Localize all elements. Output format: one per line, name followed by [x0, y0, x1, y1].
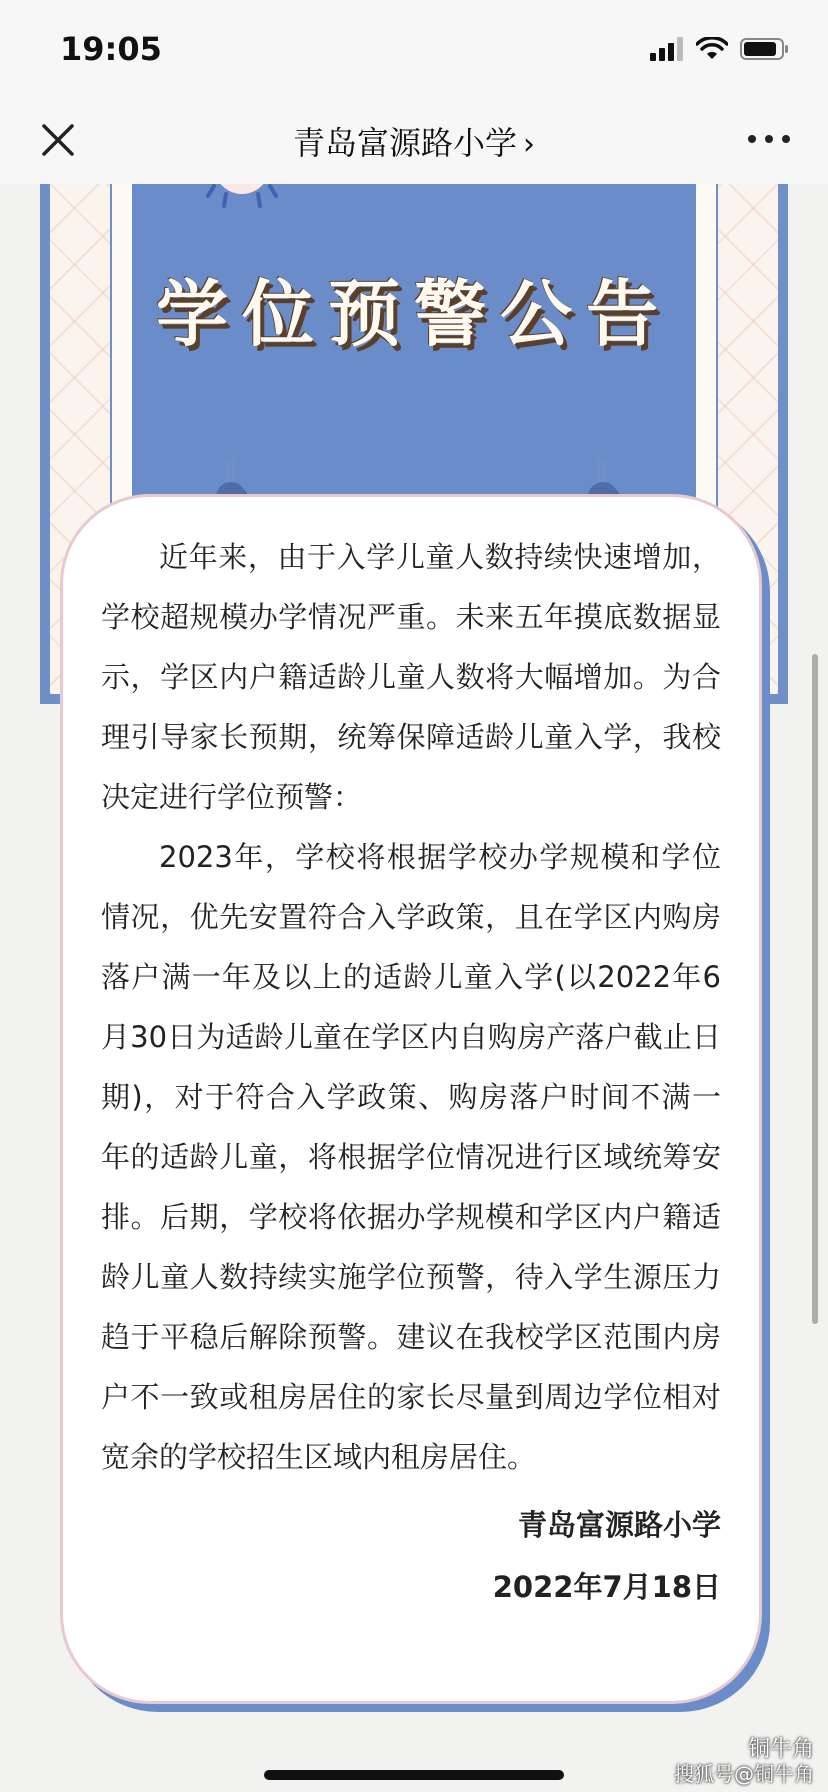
chevron-right-icon[interactable]: › [523, 127, 535, 162]
sun-icon [202, 184, 282, 216]
article-content [0, 184, 828, 1792]
more-icon[interactable] [744, 124, 794, 154]
notice-date: 2022年7月18日 [492, 1570, 721, 1604]
notice-signature: 青岛富源路小学 [517, 1508, 721, 1542]
wifi-icon [696, 37, 728, 61]
watermark [674, 1738, 814, 1786]
notice-body [101, 527, 721, 1617]
status-bar [0, 0, 828, 96]
signal-icon [650, 37, 684, 61]
nav-title[interactable] [0, 118, 828, 164]
banner-title: 学位预警公告 [155, 272, 672, 356]
home-indicator[interactable] [264, 1770, 564, 1780]
notice-paragraph-2: 2023年，学校将根据学校办学规模和学位情况，优先安置符合入学政策，且在学区内购房落户满一年及以上的适龄儿童入学(以2022年6月30日为适龄儿童在学区内自购房产落户截止日期)，对于符合入学政策、购房落户时间不满一年的适龄儿童，将根据学位情况进行区域统筹安排。后期，学校将依据办学规模和学区内户籍适龄儿童人数持续实施学位预警，待入学生源压力趋于平稳后解除预警。建议在我校学区范围内房户不一致或租房居住的家长尽量到周边学位相对宽余的学校招生区域内租房居住。 [101, 840, 721, 1474]
notice-card [60, 494, 762, 1704]
battery-icon [740, 37, 790, 61]
watermark-line-2: 搜狐号@铜牛角 [674, 1762, 814, 1786]
notice-paragraph-1: 近年来，由于入学儿童人数持续快速增加，学校超规模办学情况严重。未来五年摸底数据显示，学区内户籍适龄儿童人数将大幅增加。为合理引导家长预期，统筹保障适龄儿童入学，我校决定进行学位预警： [101, 540, 721, 814]
scrollbar[interactable] [812, 654, 818, 1324]
nav-bar [0, 96, 828, 185]
status-icons [650, 36, 790, 62]
status-time: 19:05 [60, 30, 162, 68]
watermark-line-1: 铜牛角 [747, 1737, 814, 1762]
nav-title-text[interactable]: 青岛富源路小学 [292, 124, 517, 162]
